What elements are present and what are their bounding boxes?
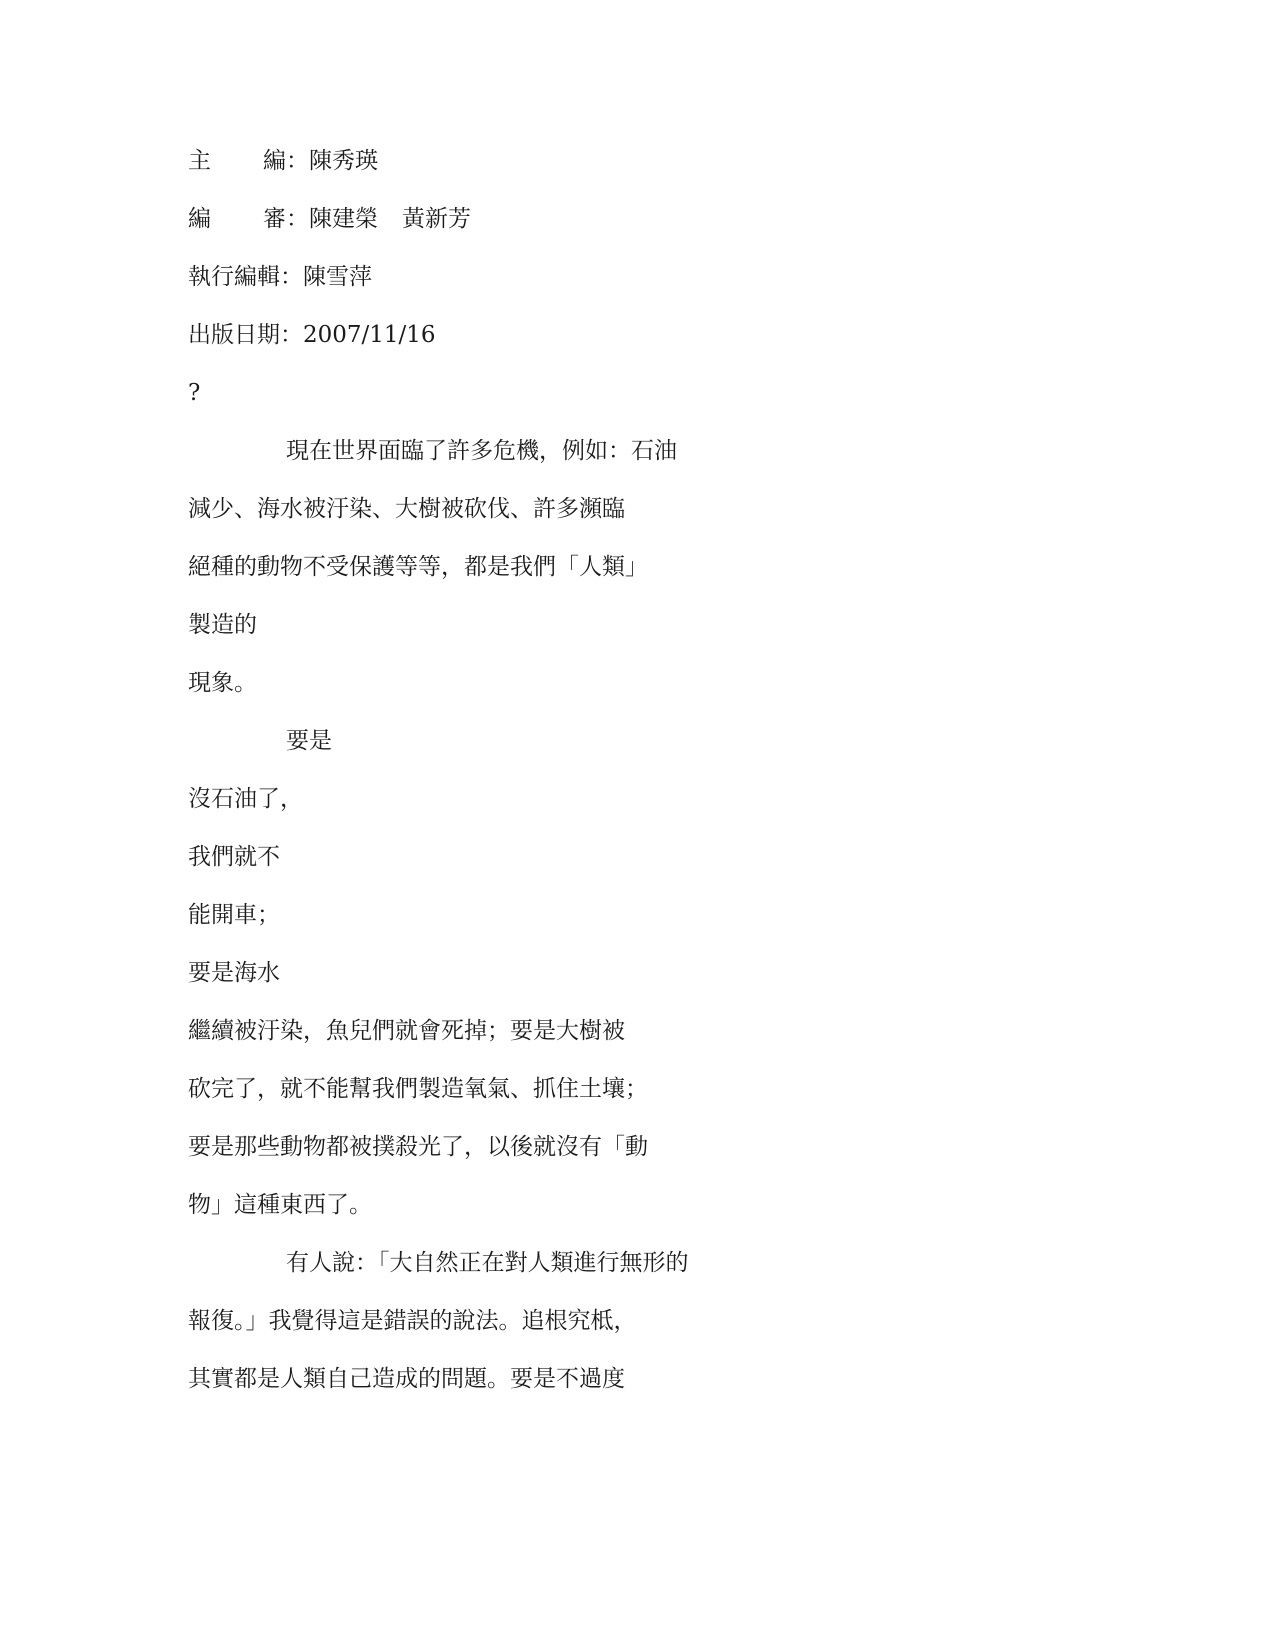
paragraph-line: 要是海水 [188, 960, 280, 986]
paragraph-line: 能開車； [188, 902, 280, 928]
paragraph-line: 報復。」我覺得這是錯誤的說法。追根究柢， [188, 1308, 637, 1334]
reviewer-name-2: 黃新芳 [402, 206, 471, 232]
editor-label-b: 編：陳秀瑛 [263, 148, 378, 174]
paragraph-line: 減少、海水被汙染、大樹被砍伐、許多瀕臨 [188, 496, 625, 522]
paragraph-line: 要是 [286, 728, 332, 754]
paragraph-line: 物」這種東西了。 [188, 1192, 372, 1218]
paragraph-line: 沒石油了， [188, 786, 303, 812]
publication-date: 出版日期：2007/11/16 [188, 322, 436, 348]
paragraph-line: 要是那些動物都被撲殺光了，以後就沒有「動 [188, 1134, 648, 1160]
paragraph-line: 有人說：「大自然正在對人類進行無形的 [286, 1250, 689, 1276]
unknown-char-marker: ? [188, 380, 201, 406]
exec-editor-credit: 執行編輯：陳雪萍 [188, 264, 372, 290]
paragraph-line: 製造的 [188, 612, 257, 638]
paragraph-line: 其實都是人類自己造成的問題。要是不過度 [188, 1366, 625, 1392]
paragraph-line: 砍完了，就不能幫我們製造氧氣、抓住土壤； [188, 1076, 648, 1102]
editor-credit [188, 146, 378, 176]
paragraph-line: 絕種的動物不受保護等等，都是我們「人類」 [188, 554, 648, 580]
paragraph-line: 繼續被汙染，魚兒們就會死掉；要是大樹被 [188, 1018, 625, 1044]
paragraph-line: 現在世界面臨了許多危機，例如：石油 [286, 438, 677, 464]
reviewer-label-a: 編 [188, 206, 211, 232]
reviewer-credit [188, 204, 471, 234]
paragraph-line: 現象。 [188, 670, 257, 696]
paragraph-line: 我們就不 [188, 844, 280, 870]
editor-label-a: 主 [188, 148, 211, 174]
reviewer-label-b: 審：陳建榮 [263, 206, 378, 232]
